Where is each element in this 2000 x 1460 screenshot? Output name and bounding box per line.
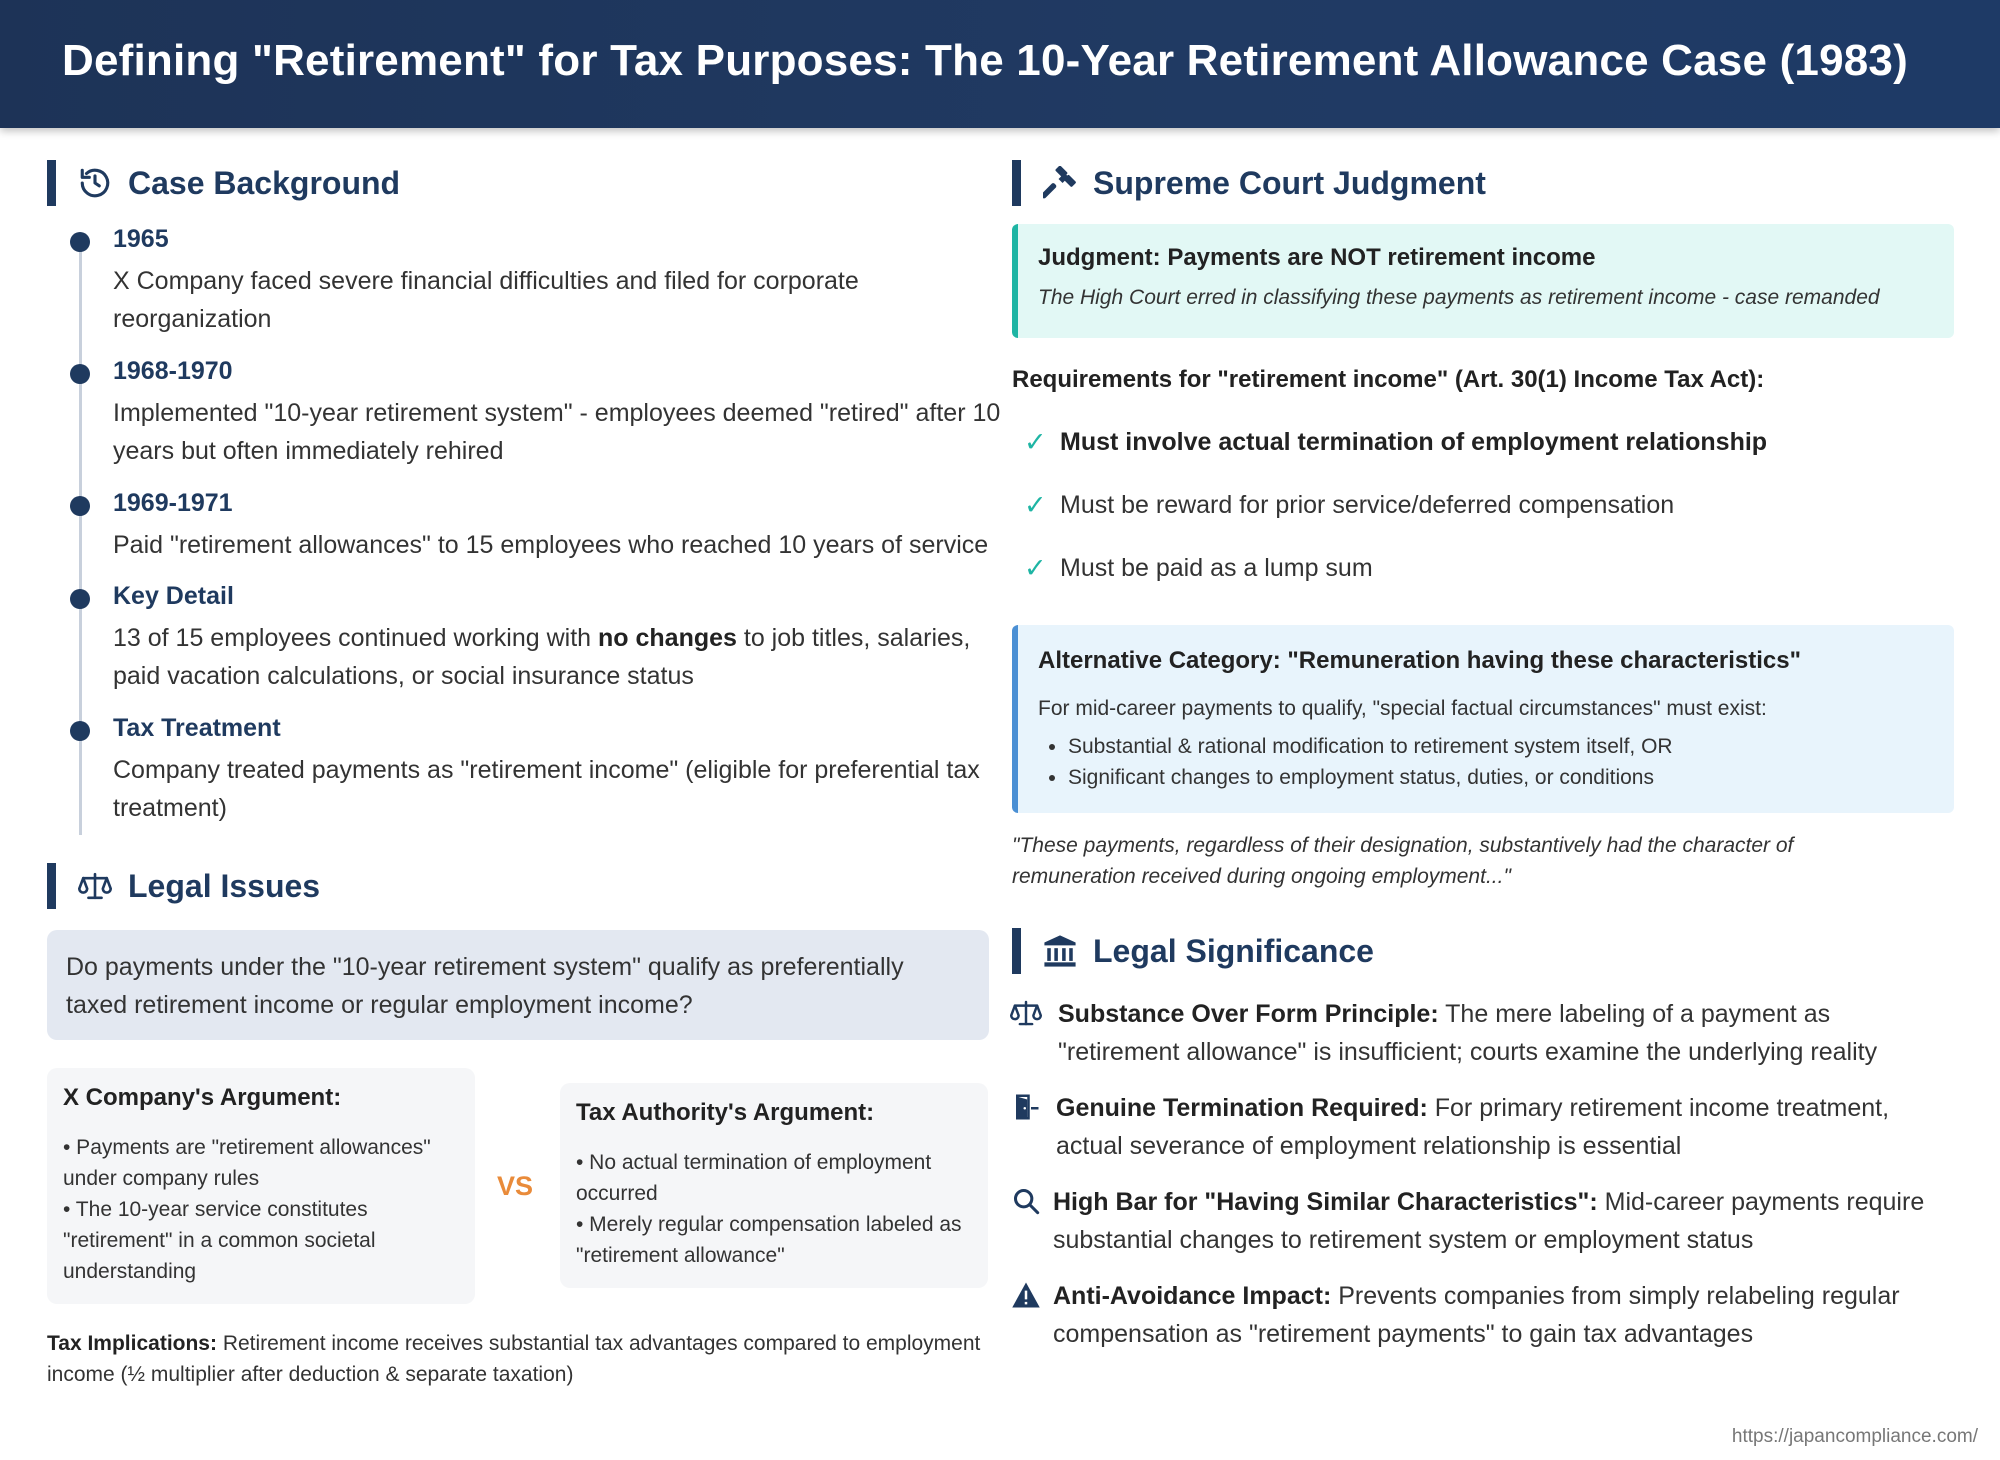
timeline-date: Key Detail	[113, 582, 234, 610]
timeline-text: Implemented "10-year retirement system" - employees deemed "retired" after 10 years but often immediately rehired	[113, 399, 1001, 465]
section-heading: Supreme Court Judgment	[1093, 164, 1486, 201]
history-icon	[78, 166, 112, 200]
timeline-text	[113, 619, 1003, 695]
significance-text	[1058, 995, 1958, 1071]
gavel-icon	[1043, 166, 1077, 200]
section-judgment	[1012, 160, 1486, 206]
significance-desc: Prevents companies from simply relabeling regular compensation as "retirement payments" to gain tax advantages	[1053, 1282, 1900, 1348]
timeline-dot	[70, 721, 90, 741]
alternative-category-box	[1012, 625, 1954, 813]
judgment-subtitle: The High Court erred in classifying these payments as retirement income - case remanded	[1038, 286, 1880, 309]
requirement-item	[1024, 553, 1373, 584]
court-quote: "These payments, regardless of their designation, substantively had the character of remuneration received during ongoing employment..."	[1012, 834, 1794, 888]
section-case-background	[47, 160, 400, 206]
alternative-intro: For mid-career payments to qualify, "special factual circumstances" must exist:	[1038, 697, 1767, 720]
section-legal-issues	[47, 863, 320, 909]
checkmark-icon: ✓	[1024, 427, 1047, 457]
requirement-text: Must involve actual termination of employment relationship	[1060, 428, 1768, 456]
timeline-text: Company treated payments as "retirement income" (eligible for preferential tax treatment)	[113, 756, 980, 822]
text-segment: to job titles, salaries, paid vacation calculations, or social insurance status	[113, 624, 971, 690]
legal-question: Do payments under the "10-year retirement system" qualify as preferentially taxed retirement income or regular employment income?	[47, 930, 989, 1040]
requirement-item	[1024, 490, 1674, 521]
judgment-title: Judgment: Payments are NOT retirement income	[1038, 244, 1596, 271]
timeline-date: Tax Treatment	[113, 714, 281, 742]
tax-implications-text: Retirement income receives substantial tax advantages compared to employment income (½ multiplier after deduction & separate taxation)	[47, 1332, 981, 1386]
requirement-item	[1024, 427, 1767, 458]
text-segment: 13 of 15 employees continued working with	[113, 624, 599, 652]
significance-text	[1053, 1183, 1953, 1259]
scale-icon	[78, 869, 112, 903]
argument-title: Tax Authority's Argument:	[576, 1099, 875, 1126]
timeline-line	[79, 239, 82, 835]
significance-label: High Bar for "Having Similar Characteristics":	[1053, 1188, 1598, 1216]
checkmark-icon: ✓	[1024, 553, 1047, 583]
timeline-dot	[70, 496, 90, 516]
requirement-text: Must be paid as a lump sum	[1060, 554, 1373, 582]
significance-label: Genuine Termination Required:	[1056, 1094, 1428, 1122]
requirements-title: Requirements for "retirement income" (Art. 30(1) Income Tax Act):	[1012, 366, 1765, 393]
alternative-title: Alternative Category: "Remuneration having these characteristics"	[1038, 647, 1801, 674]
argument-point: • No actual termination of employment occurred	[576, 1151, 932, 1205]
significance-text	[1056, 1089, 1956, 1165]
section-legal-significance	[1012, 928, 1374, 974]
footer-url: https://japancompliance.com/	[1731, 1426, 1978, 1447]
authority-argument-card	[560, 1083, 988, 1288]
significance-desc: Mid-career payments require substantial changes to retirement system or employment status	[1053, 1188, 1925, 1254]
page-title: Defining "Retirement" for Tax Purposes: The 10-Year Retirement Allowance Case (1983)	[62, 36, 1908, 85]
checkmark-icon: ✓	[1024, 490, 1047, 520]
significance-desc: The mere labeling of a payment as "retirement allowance" is insufficient; courts examine the underlying reality	[1058, 1000, 1878, 1066]
argument-point: • Payments are "retirement allowances" under company rules	[63, 1136, 431, 1190]
institution-icon	[1043, 934, 1077, 968]
list-item: • Significant changes to employment status, duties, or conditions	[1068, 762, 1934, 793]
requirement-text: Must be reward for prior service/deferred compensation	[1060, 491, 1675, 519]
argument-point: • Merely regular compensation labeled as "retirement allowance"	[576, 1213, 962, 1267]
tax-implications	[47, 1328, 987, 1390]
section-heading: Case Background	[128, 164, 401, 201]
timeline-dot	[70, 589, 90, 609]
search-icon	[1010, 1185, 1042, 1217]
alternative-list	[1038, 731, 1934, 793]
versus-label: VS	[497, 1171, 534, 1201]
timeline-dot	[70, 364, 90, 384]
scale-icon	[1010, 997, 1042, 1029]
significance-desc: For primary retirement income treatment, actual severance of employment relationship is essential	[1056, 1094, 1890, 1160]
timeline-date: 1968-1970	[113, 357, 233, 385]
emphasis-text: no changes	[598, 624, 737, 652]
tax-implications-label: Tax Implications:	[47, 1332, 217, 1355]
page-header	[0, 0, 2000, 128]
list-item: • Substantial & rational modification to retirement system itself, OR	[1068, 731, 1934, 762]
significance-label: Anti-Avoidance Impact:	[1053, 1282, 1332, 1310]
timeline-dot	[70, 232, 90, 252]
argument-point: • The 10-year service constitutes "retirement" in a common societal understanding	[63, 1198, 376, 1283]
significance-text	[1053, 1277, 1953, 1353]
timeline-date: 1965	[113, 225, 169, 253]
judgment-box	[1012, 224, 1954, 338]
significance-label: Substance Over Form Principle:	[1058, 1000, 1439, 1028]
door-exit-icon	[1010, 1091, 1042, 1123]
timeline-text: Paid "retirement allowances" to 15 employees who reached 10 years of service	[113, 531, 989, 559]
company-argument-card	[47, 1068, 475, 1304]
argument-title: X Company's Argument:	[63, 1084, 342, 1111]
timeline-date: 1969-1971	[113, 489, 233, 517]
section-heading: Legal Significance	[1093, 932, 1374, 969]
warning-icon	[1010, 1279, 1042, 1311]
timeline-text: X Company faced severe financial difficulties and filed for corporate reorganization	[113, 267, 859, 333]
section-heading: Legal Issues	[128, 867, 321, 904]
